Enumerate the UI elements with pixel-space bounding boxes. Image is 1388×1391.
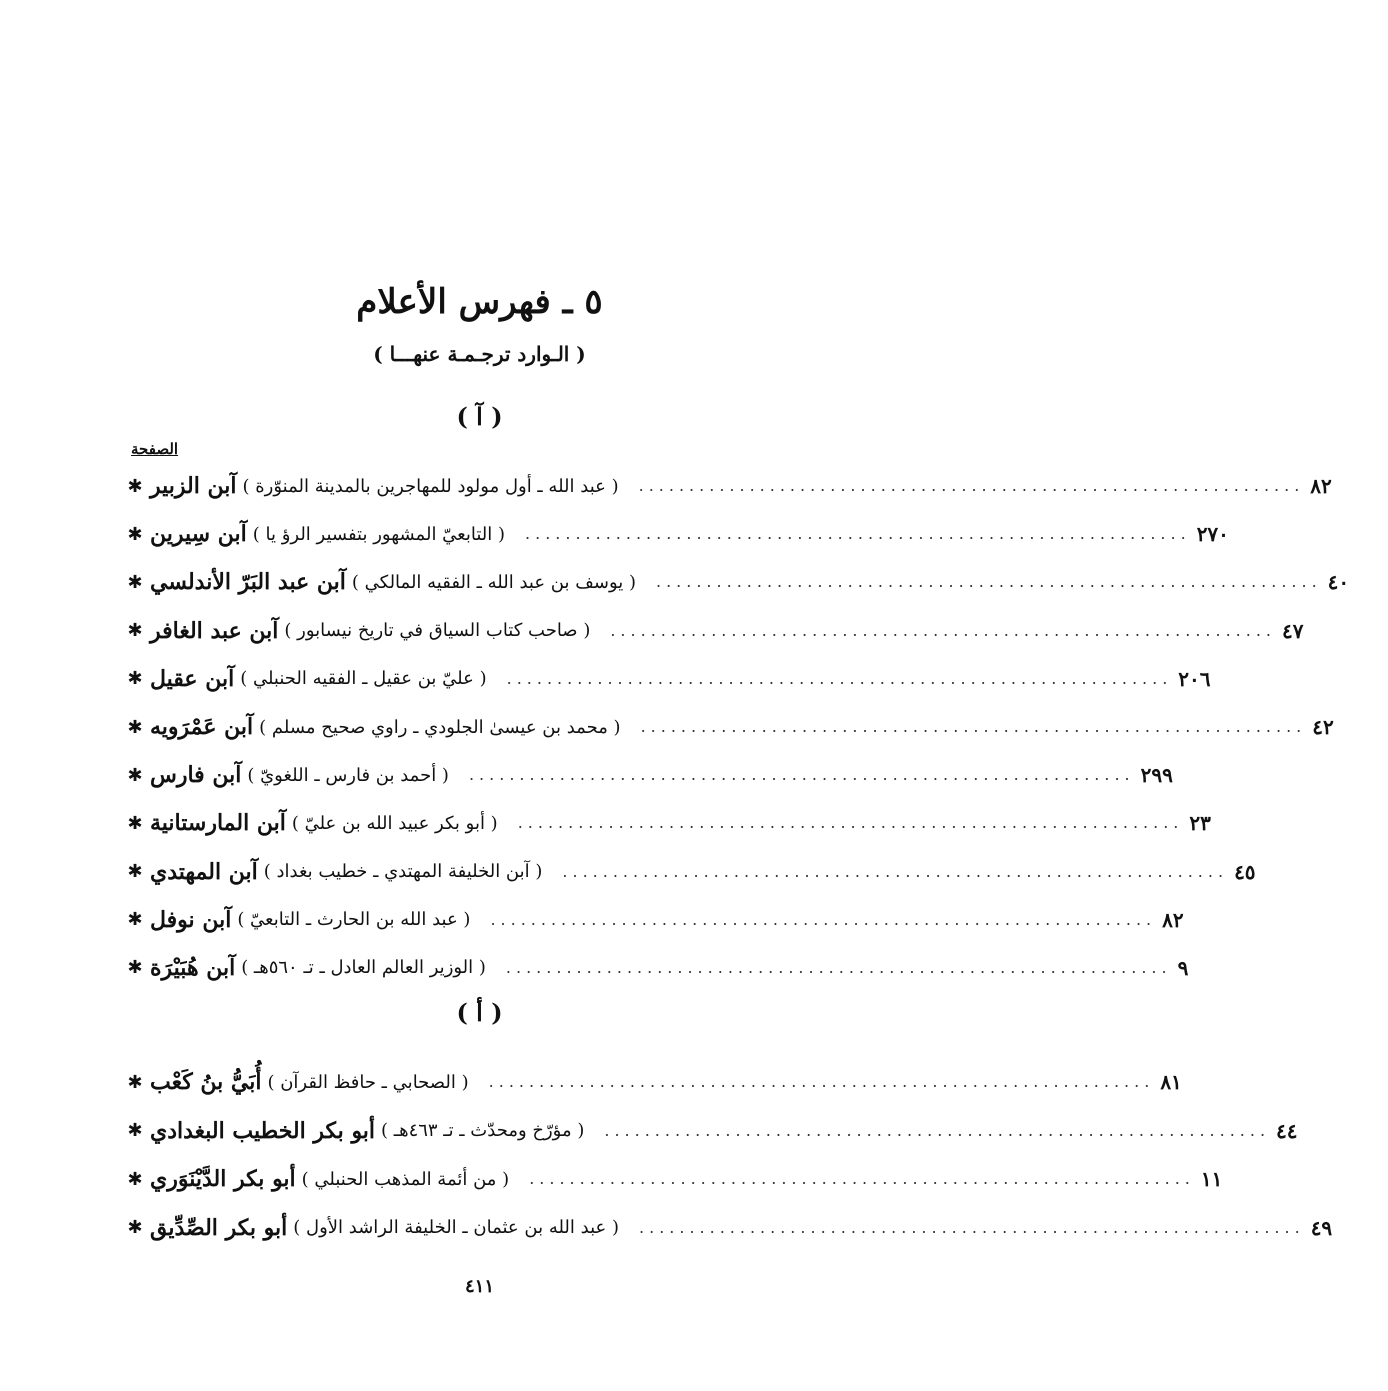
- section-heading-alif-hamza: ( أ ): [456, 998, 503, 1027]
- entry-page-number: ٢٧٠: [1196, 522, 1229, 547]
- bullet-star-icon: ✱: [127, 668, 143, 690]
- index-entry: [120, 751, 1173, 799]
- entry-page-number: ٤٩: [1310, 1215, 1333, 1240]
- entry-description: ( محمد بن عيسىٰ الجلودي ـ راوي صحيح مسلم ): [259, 716, 621, 738]
- entry-page-number: ٨١: [1160, 1070, 1182, 1095]
- entry-description: ( من أئمة المذهب الحنبلي ): [301, 1168, 510, 1190]
- bullet-star-icon: ✱: [127, 1120, 143, 1142]
- leader-dots: ..................................................................: [506, 668, 1173, 688]
- index-entry: [120, 1058, 1182, 1107]
- entry-description: ( عبد الله ـ أول مولود للمهاجرين بالمدينة المنوّرة ): [242, 475, 619, 497]
- entry-name: آبن المارستانية: [150, 810, 286, 837]
- leader-dots: ..................................................................: [490, 909, 1157, 929]
- index-entry: [120, 896, 1184, 944]
- index-entry: [120, 1107, 1298, 1156]
- entry-page-number: ٩: [1177, 955, 1189, 980]
- page-subtitle: ( الـوارد ترجـمـة عنهـــا ): [373, 342, 586, 366]
- index-entry: [120, 799, 1211, 847]
- leader-dots: ..................................................................: [505, 957, 1172, 977]
- entry-name: آبن عقيل: [150, 665, 235, 692]
- index-entry: [120, 944, 1189, 992]
- index-entry: [120, 1155, 1223, 1204]
- bullet-star-icon: ✱: [127, 861, 143, 883]
- entry-page-number: ٢٩٩: [1140, 763, 1173, 788]
- entry-page-number: ٤٥: [1234, 859, 1256, 884]
- entry-page-number: ٢٠٦: [1178, 666, 1211, 691]
- entry-name: آبن عَمْرَويه: [150, 714, 254, 741]
- bullet-star-icon: ✱: [127, 620, 143, 642]
- bullet-star-icon: ✱: [127, 764, 143, 786]
- entry-page-number: ٨٢: [1162, 907, 1184, 932]
- entry-page-number: ٤٤: [1276, 1118, 1298, 1143]
- page-column-header: الصفحة: [131, 440, 179, 458]
- index-entry: [120, 607, 1304, 655]
- entry-description: ( التابعيّ المشهور بتفسير الرؤ يا ): [252, 523, 506, 545]
- entry-page-number: ٤٠: [1327, 570, 1350, 595]
- footer-page-number: ٤١١: [464, 1276, 494, 1297]
- bullet-star-icon: ✱: [127, 1071, 143, 1093]
- section-heading-alif-madda: ( آ ): [456, 402, 503, 431]
- leader-dots: ..................................................................: [529, 1169, 1195, 1189]
- entry-name: أبو بكر الدَّيْنَوَري: [150, 1166, 296, 1193]
- entry-description: ( أبو بكر عبيد الله بن عليّ ): [291, 812, 498, 834]
- index-list-alif-madda: [120, 462, 1350, 992]
- leader-dots: ..................................................................: [640, 717, 1307, 737]
- entry-name: أبو بكر الخطيب البغدادي: [150, 1117, 376, 1144]
- index-entry: [120, 558, 1350, 606]
- leader-dots: ..................................................................: [656, 572, 1322, 592]
- entry-name: آبن فارس: [150, 762, 242, 789]
- index-entry: [120, 510, 1229, 558]
- bullet-star-icon: ✱: [127, 475, 143, 497]
- entry-page-number: ٢٣: [1189, 811, 1211, 836]
- entry-name: أبو بكر الصِّدِّيق: [150, 1214, 288, 1241]
- entry-description: ( آبن الخليفة المهتدي ـ خطيب بغداد ): [263, 861, 543, 883]
- entry-page-number: ٨٢: [1310, 474, 1332, 499]
- entry-name: آبن الزبير: [150, 473, 237, 500]
- bullet-star-icon: ✱: [127, 523, 143, 545]
- entry-description: ( صاحب كتاب السياق في تاريخ نيسابور ): [284, 620, 591, 642]
- bullet-star-icon: ✱: [127, 812, 143, 834]
- entry-description: ( مؤرّخ ومحدّث ـ تـ ٤٦٣هـ ): [381, 1120, 585, 1142]
- index-entry: [120, 655, 1211, 703]
- index-entry: [120, 848, 1256, 896]
- leader-dots: ..................................................................: [517, 813, 1184, 833]
- entry-description: ( أحمد بن فارس ـ اللغويّ ): [247, 764, 449, 786]
- entry-description: ( يوسف بن عبد الله ـ الفقيه المالكي ): [351, 571, 636, 593]
- leader-dots: ..................................................................: [638, 476, 1305, 496]
- entry-name: آبن نوفل: [150, 906, 232, 933]
- entry-description: ( عبد الله بن الحارث ـ التابعيّ ): [237, 909, 471, 931]
- index-list-alif-hamza: [120, 1058, 1333, 1252]
- leader-dots: ..................................................................: [639, 1217, 1305, 1237]
- entry-name: أُبَيُّ بنُ كَعْب: [150, 1069, 262, 1096]
- entry-name: آبن عبد الغافر: [150, 617, 279, 644]
- index-entry: [120, 703, 1334, 751]
- index-entry: [120, 462, 1332, 510]
- leader-dots: ..................................................................: [610, 620, 1277, 640]
- leader-dots: ..................................................................: [488, 1072, 1155, 1092]
- entry-name: آبن هُبَيْرَة: [150, 954, 236, 981]
- leader-dots: ..................................................................: [604, 1120, 1271, 1140]
- bullet-star-icon: ✱: [127, 716, 143, 738]
- entry-page-number: ٤٢: [1312, 715, 1334, 740]
- entry-name: آبن عبد البَرّ الأندلسي: [150, 569, 346, 596]
- entry-description: ( الوزير العالم العادل ـ تـ ٥٦٠هـ ): [241, 957, 486, 979]
- index-entry: [120, 1204, 1333, 1253]
- bullet-star-icon: ✱: [127, 1168, 143, 1190]
- entry-name: آبن سِيرين: [150, 521, 247, 548]
- entry-page-number: ٤٧: [1282, 618, 1304, 643]
- leader-dots: ..................................................................: [562, 861, 1229, 881]
- page-title: ٥ ـ فهرس الأعلام: [356, 282, 603, 322]
- entry-description: ( عليّ بن عقيل ـ الفقيه الحنبلي ): [240, 668, 487, 690]
- entry-name: آبن المهتدي: [150, 858, 258, 885]
- entry-page-number: ١١: [1200, 1167, 1223, 1192]
- bullet-star-icon: ✱: [127, 957, 143, 979]
- bullet-star-icon: ✱: [127, 909, 143, 931]
- leader-dots: ..................................................................: [468, 765, 1135, 785]
- entry-description: ( الصحابي ـ حافظ القرآن ): [267, 1071, 469, 1093]
- bullet-star-icon: ✱: [127, 571, 143, 593]
- entry-description: ( عبد الله بن عثمان ـ الخليفة الراشد الأول ): [293, 1217, 620, 1239]
- leader-dots: ..................................................................: [525, 524, 1191, 544]
- bullet-star-icon: ✱: [127, 1217, 143, 1239]
